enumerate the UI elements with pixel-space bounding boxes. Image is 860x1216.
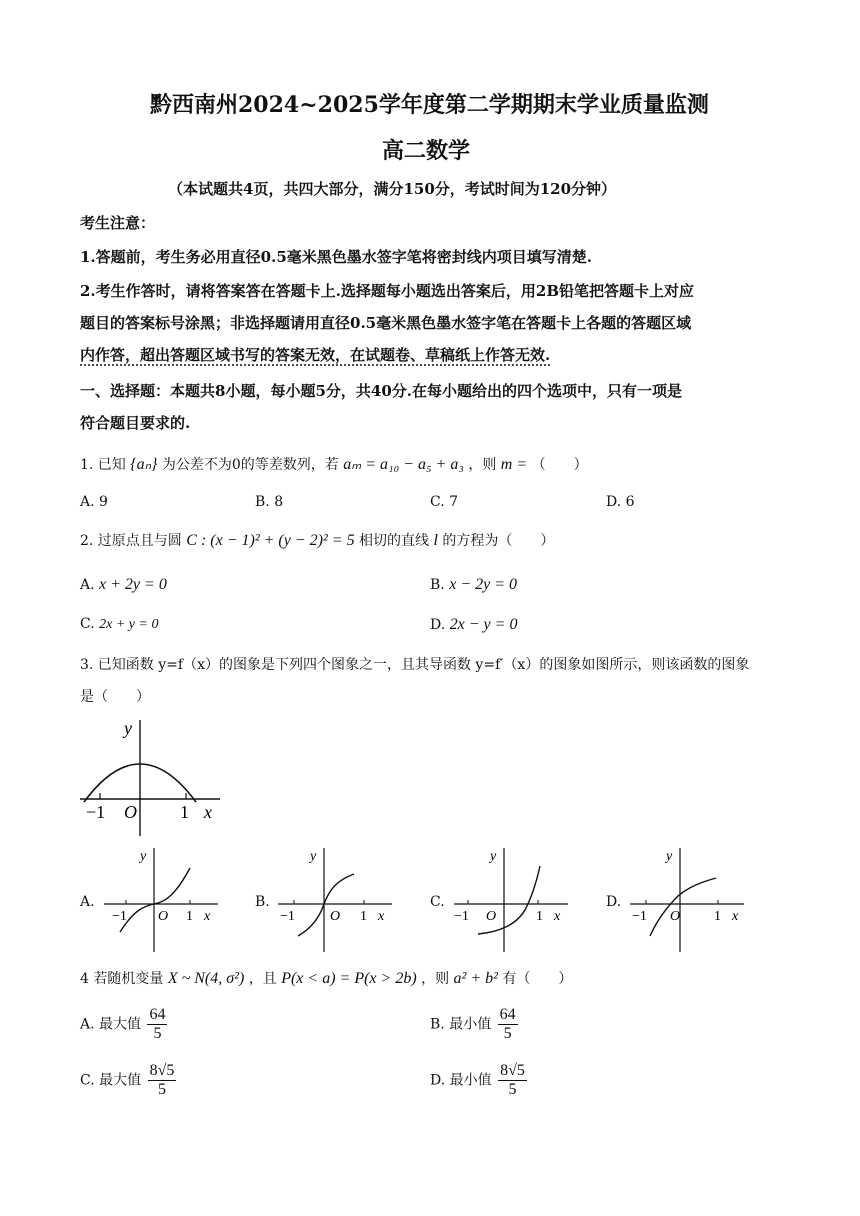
question-3-line-2: 是（ ）: [80, 689, 150, 705]
q4-option-b-denominator: 5: [503, 1025, 512, 1042]
q3-option-d-curve: [650, 878, 716, 936]
exam-note: （本试题共4页，共四大部分，满分150分，考试时间为120分钟）: [168, 180, 617, 198]
q2-option-c-label: C.: [80, 616, 95, 632]
q4-option-d-fraction: [498, 1062, 527, 1099]
q4-option-c-fraction: [148, 1062, 177, 1099]
section-1-heading-line-1: 一、选择题：本题共8小题，每小题5分，共40分.在每小题给出的四个选项中，只有一项是: [80, 382, 682, 400]
q3-derivative-graph: [76, 716, 226, 840]
q3-main-label-neg1: −1: [86, 802, 106, 822]
notice-item-2-line-3: 内作答，超出答题区域书写的答案无效，在试题卷、草稿纸上作答无效.: [80, 346, 551, 364]
q4-distribution: X ~ N(4, σ²): [167, 970, 245, 987]
svg-text:1: 1: [536, 909, 543, 924]
notice-item-2-line-2: 题目的答案标号涂黑；非选择题请用直径0.5毫米黑色墨水签字笔在答题卡上各题的答题区域: [80, 314, 692, 332]
q4-option-b-fraction: [498, 1006, 518, 1043]
q1-m: m =: [500, 456, 528, 473]
svg-text:−1: −1: [280, 909, 295, 924]
q3-main-label-y: y: [124, 718, 132, 738]
svg-text:−1: −1: [454, 909, 469, 924]
q3-main-label-pos1: 1: [180, 802, 189, 822]
svg-text:−1: −1: [632, 909, 647, 924]
q1-option-a[interactable]: A. 9: [80, 494, 108, 510]
svg-text:x: x: [204, 909, 211, 924]
q3-option-c-label[interactable]: C.: [430, 894, 445, 910]
q1-suffix: ，则: [468, 457, 497, 473]
svg-text:y: y: [490, 849, 497, 864]
question-2: [80, 530, 554, 550]
svg-text:1: 1: [186, 909, 193, 924]
notice-item-2-line-1: 2.考生作答时，请将答案答在答题卡上.选择题每小题选出答案后，用2B铅笔把答题卡上对应: [80, 282, 695, 300]
q2-option-a-expr: x + 2y = 0: [99, 576, 167, 593]
exam-title: 黔西南州2024~2025学年度第二学期期末学业质量监测: [150, 92, 709, 118]
svg-text:x: x: [378, 909, 385, 924]
svg-text:x: x: [554, 909, 561, 924]
q4-expression: a² + b²: [453, 970, 498, 987]
q1-prefix: 1. 已知: [80, 457, 126, 473]
q1-option-d[interactable]: D. 6: [606, 494, 635, 510]
q1-mid: 为公差不为0的等差数列，若: [161, 457, 339, 473]
section-1-heading-line-2: 符合题目要求的.: [80, 414, 191, 432]
svg-text:y: y: [140, 849, 147, 864]
q2-suffix: 的方程为（ ）: [442, 533, 555, 549]
q4-option-d-label: D. 最小值: [430, 1072, 492, 1089]
q4-condition: P(x < a) = P(x > 2b): [281, 970, 417, 987]
q1-sequence: {aₙ}: [130, 456, 158, 473]
q1-option-b[interactable]: B. 8: [255, 494, 284, 510]
svg-text:O: O: [486, 909, 497, 924]
q4-option-d[interactable]: [430, 1062, 527, 1099]
q3-option-b-curve: [298, 874, 354, 936]
q2-formula: C : (x − 1)² + (y − 2)² = 5: [186, 532, 355, 549]
q3-option-a-curve: [120, 868, 190, 932]
svg-text:y: y: [666, 849, 673, 864]
q4-suffix: 有（ ）: [502, 971, 573, 987]
q1-blank: （ ）: [531, 457, 588, 473]
q4-option-d-denominator: 5: [508, 1081, 517, 1098]
svg-text:x: x: [732, 909, 739, 924]
q4-option-c-label: C. 最大值: [80, 1072, 142, 1089]
svg-text:−1: −1: [112, 909, 127, 924]
q2-option-a[interactable]: [80, 576, 167, 594]
q3-main-label-x: x: [204, 802, 212, 822]
q2-option-d-label: D.: [430, 617, 446, 633]
q4-option-a[interactable]: [80, 1006, 167, 1043]
q3-main-label-o: O: [124, 802, 137, 822]
q4-option-b[interactable]: [430, 1006, 518, 1043]
q1-formula: aₘ = a₁₀ − a₅ + a₃: [343, 456, 464, 473]
question-3-line-1: 3. 已知函数 y=f（x）的图象是下列四个图象之一，且其导函数 y=f′（x）的图象如图所示，则该函数的图象: [80, 657, 750, 673]
q3-option-d-label[interactable]: D.: [606, 894, 622, 910]
q2-option-d-expr: 2x − y = 0: [449, 616, 518, 633]
svg-text:O: O: [670, 909, 681, 924]
q2-option-b[interactable]: [430, 576, 517, 594]
q2-mid: 相切的直线: [359, 533, 430, 549]
q4-option-d-numerator: 8√5: [500, 1062, 525, 1079]
q2-line-l: l: [433, 532, 438, 549]
q3-option-c-graph[interactable]: [448, 844, 573, 956]
q3-option-a-graph[interactable]: [98, 844, 223, 956]
question-4: [80, 968, 572, 988]
q2-option-c-expr: 2x + y = 0: [99, 617, 159, 632]
q2-option-b-expr: x − 2y = 0: [449, 576, 517, 593]
svg-text:y: y: [310, 849, 317, 864]
notice-heading: 考生注意：: [80, 214, 156, 232]
q4-option-a-label: A. 最大值: [80, 1016, 142, 1033]
q3-option-d-graph[interactable]: [624, 844, 749, 956]
q3-option-b-graph[interactable]: [272, 844, 397, 956]
q4-option-a-fraction: [147, 1006, 167, 1043]
q4-option-a-numerator: 64: [149, 1006, 166, 1023]
question-1: [80, 454, 588, 474]
q4-option-b-label: B. 最小值: [430, 1016, 492, 1033]
q2-option-b-label: B.: [430, 577, 445, 593]
q4-option-b-numerator: 64: [499, 1006, 516, 1023]
q4-option-c[interactable]: [80, 1062, 176, 1099]
q4-option-c-denominator: 5: [157, 1081, 166, 1098]
q1-option-c[interactable]: C. 7: [430, 494, 459, 510]
q4-option-c-numerator: 8√5: [149, 1062, 175, 1079]
svg-text:1: 1: [714, 909, 721, 924]
q4-mid-2: ，且: [248, 971, 277, 987]
q3-option-b-label[interactable]: B.: [255, 894, 270, 910]
svg-text:O: O: [330, 909, 341, 924]
q3-option-a-label[interactable]: A.: [80, 894, 95, 910]
q4-prefix: 4: [80, 971, 89, 987]
notice-item-1: 1.答题前，考生务必用直径0.5毫米黑色墨水签字笔将密封线内项目填写清楚.: [80, 248, 592, 266]
svg-text:O: O: [158, 909, 169, 924]
svg-text:1: 1: [360, 909, 367, 924]
q2-option-a-label: A.: [80, 577, 95, 593]
q4-mid-3: ，则: [421, 971, 450, 987]
exam-subject: 高二数学: [382, 138, 471, 164]
q4-option-a-denominator: 5: [153, 1025, 162, 1042]
q2-prefix: 2. 过原点且与圆: [80, 533, 182, 549]
q2-option-c[interactable]: [80, 616, 158, 633]
q4-mid-1: 若随机变量: [93, 971, 164, 987]
q2-option-d[interactable]: [430, 616, 517, 634]
